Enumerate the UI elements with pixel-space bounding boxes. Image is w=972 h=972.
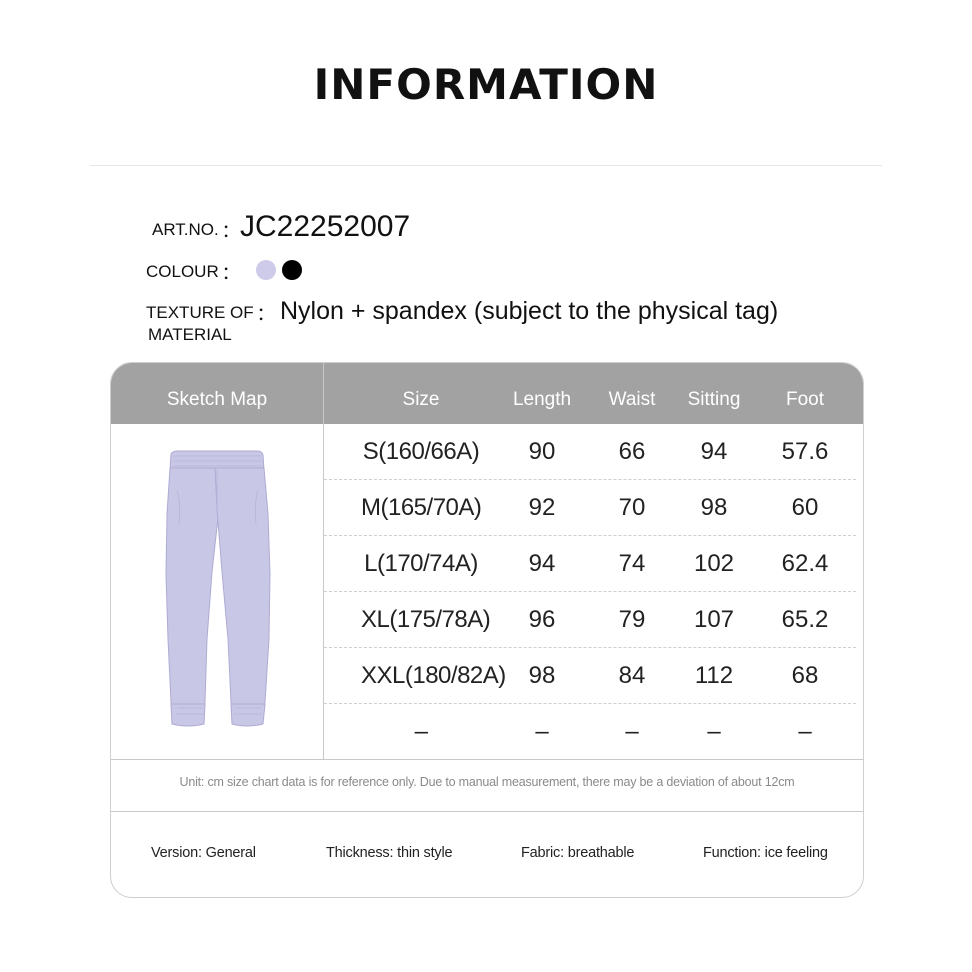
header-size: Size [402, 389, 440, 410]
feature-function: Function: ice feeling [703, 845, 828, 861]
cell-length: 96 [528, 606, 556, 633]
cell-waist: 84 [618, 662, 646, 689]
cell-foot: – [798, 718, 812, 745]
table-row [324, 704, 856, 759]
header-sketch-map: Sketch Map [166, 389, 268, 410]
cell-waist: 79 [618, 606, 646, 633]
colour-swatch-lavender[interactable] [256, 260, 276, 280]
title-divider [90, 165, 882, 166]
colour-label: COLOUR [146, 262, 219, 281]
header-length: Length [512, 389, 572, 410]
cell-length: 94 [528, 550, 556, 577]
feature-version: Version: General [151, 845, 256, 861]
art-no-value: JC22252007 [240, 210, 411, 243]
cell-foot: 65.2 [781, 606, 829, 633]
size-note: Unit: cm size chart data is for reference only. Due to manual measurement, there may be a deviation of about 12cm [179, 775, 795, 789]
cell-foot: 57.6 [781, 438, 829, 465]
cell-foot: 62.4 [781, 550, 829, 577]
cell-foot: 68 [791, 662, 819, 689]
cell-waist: – [625, 718, 639, 745]
cell-size: XXL(180/82A) [361, 662, 506, 689]
note-divider [111, 811, 863, 812]
table-row [324, 648, 856, 704]
material-value: Nylon + spandex (subject to the physical tag) [280, 297, 779, 325]
colour-colon: ： [221, 260, 244, 285]
size-chart-card [110, 362, 864, 898]
cell-length: 98 [528, 662, 556, 689]
cell-size: S(160/66A) [362, 438, 480, 465]
table-row [324, 592, 856, 648]
cell-length: 90 [528, 438, 556, 465]
cell-sitting: 107 [693, 606, 735, 633]
material-label-line1: TEXTURE OF [146, 303, 254, 322]
header-foot: Foot [785, 389, 825, 410]
cell-foot: 60 [791, 494, 819, 521]
table-row [324, 480, 856, 536]
cell-length: – [535, 718, 549, 745]
art-no-colon: ： [221, 218, 244, 243]
cell-waist: 66 [618, 438, 646, 465]
feature-fabric: Fabric: breathable [521, 845, 635, 861]
header-sitting: Sitting [687, 389, 741, 410]
cell-waist: 74 [618, 550, 646, 577]
cell-sitting: – [707, 718, 721, 745]
table-header [111, 363, 863, 424]
feature-thickness: Thickness: thin style [326, 845, 453, 861]
cell-waist: 70 [618, 494, 646, 521]
cell-sitting: 98 [700, 494, 728, 521]
cell-size: L(170/74A) [364, 550, 478, 577]
material-label-line2: MATERIAL [148, 325, 232, 344]
table-row [324, 424, 856, 480]
cell-size: M(165/70A) [361, 494, 482, 521]
table-row [324, 536, 856, 592]
material-colon: ： [256, 301, 279, 326]
pants-sketch-image [111, 424, 323, 759]
cell-size: – [414, 718, 428, 745]
header-waist: Waist [608, 389, 656, 410]
cell-sitting: 94 [700, 438, 728, 465]
colour-swatch-black[interactable] [282, 260, 302, 280]
art-no-label: ART.NO. [152, 220, 219, 239]
cell-length: 92 [528, 494, 556, 521]
cell-sitting: 102 [693, 550, 735, 577]
table-bottom-line [111, 759, 863, 760]
cell-sitting: 112 [694, 662, 734, 689]
page-title: INFORMATION [313, 60, 659, 109]
cell-size: XL(175/78A) [361, 606, 491, 633]
sketch-map-cell [111, 424, 323, 759]
